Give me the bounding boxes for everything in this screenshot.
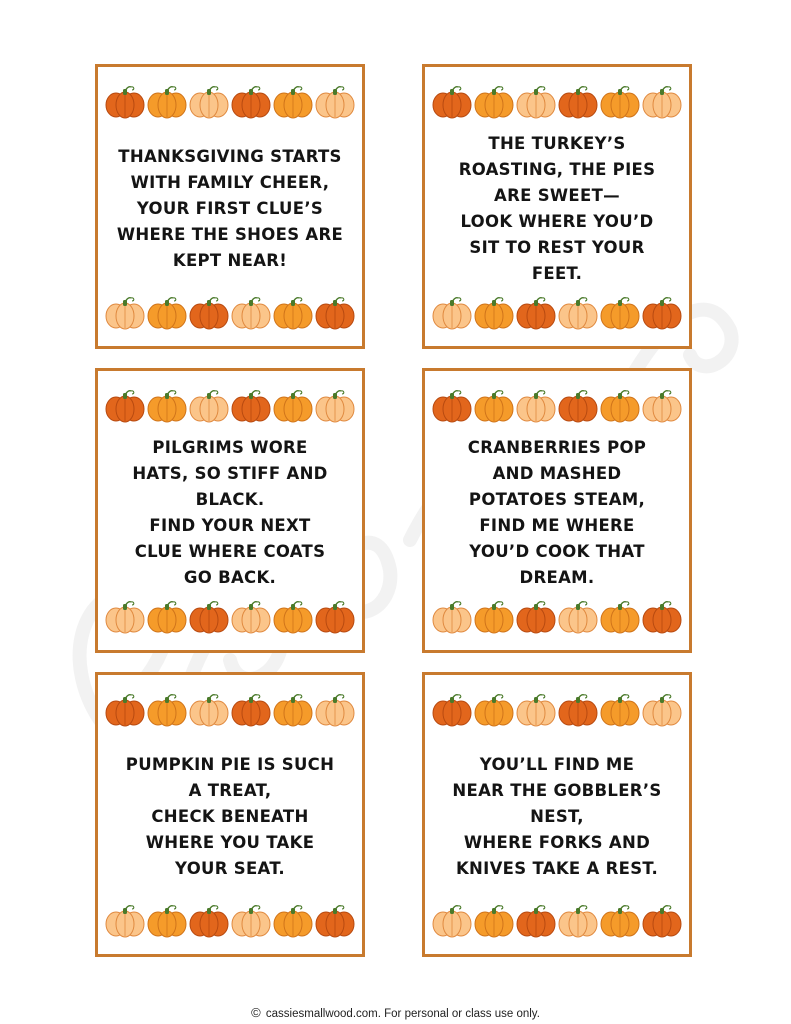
pumpkin-icon [314, 691, 356, 729]
pumpkin-icon [557, 598, 599, 636]
pumpkin-border-top [104, 387, 356, 425]
pumpkin-icon [431, 598, 473, 636]
pumpkin-icon [515, 902, 557, 940]
pumpkin-icon [188, 387, 230, 425]
pumpkin-border-bottom [431, 902, 683, 940]
pumpkin-icon [230, 387, 272, 425]
pumpkin-border-bottom [104, 294, 356, 332]
clue-card-3 [95, 368, 365, 653]
pumpkin-icon [188, 598, 230, 636]
pumpkin-icon [515, 691, 557, 729]
pumpkin-icon [314, 598, 356, 636]
pumpkin-icon [146, 691, 188, 729]
pumpkin-icon [431, 83, 473, 121]
pumpkin-icon [188, 691, 230, 729]
pumpkin-icon [314, 294, 356, 332]
pumpkin-icon [557, 691, 599, 729]
clue-card-6 [422, 672, 692, 957]
pumpkin-icon [515, 83, 557, 121]
pumpkin-icon [188, 83, 230, 121]
pumpkin-icon [515, 387, 557, 425]
pumpkin-icon [641, 902, 683, 940]
pumpkin-icon [641, 83, 683, 121]
pumpkin-icon [431, 387, 473, 425]
pumpkin-icon [641, 294, 683, 332]
pumpkin-icon [104, 691, 146, 729]
pumpkin-icon [431, 294, 473, 332]
pumpkin-icon [557, 902, 599, 940]
clue-text: THANKSGIVING STARTS WITH FAMILY CHEER, YOUR FIRST CLUE’S WHERE THE SHOES ARE KEPT NEAR! [116, 146, 344, 270]
footer-text: cassiesmallwood.com. For personal or class use only. [265, 1008, 540, 1020]
pumpkin-icon [557, 294, 599, 332]
pumpkin-icon [230, 902, 272, 940]
clue-text: YOU’LL FIND ME NEAR THE GOBBLER’S NEST, WHERE FORKS AND KNIVES TAKE A REST. [452, 754, 662, 878]
pumpkin-icon [599, 691, 641, 729]
pumpkin-icon [515, 294, 557, 332]
pumpkin-icon [146, 83, 188, 121]
pumpkin-icon [473, 902, 515, 940]
pumpkin-icon [272, 83, 314, 121]
pumpkin-icon [272, 294, 314, 332]
pumpkin-icon [272, 598, 314, 636]
pumpkin-border-bottom [104, 902, 356, 940]
pumpkin-icon [104, 902, 146, 940]
pumpkin-icon [104, 83, 146, 121]
pumpkin-icon [146, 902, 188, 940]
pumpkin-icon [599, 294, 641, 332]
pumpkin-icon [473, 691, 515, 729]
clue-text: PUMPKIN PIE IS SUCH A TREAT, CHECK BENEATH WHERE YOU TAKE YOUR SEAT. [125, 754, 335, 878]
pumpkin-icon [641, 691, 683, 729]
pumpkin-icon [515, 598, 557, 636]
clue-text: THE TURKEY’S ROASTING, THE PIES ARE SWEET— LOOK WHERE YOU’D SIT TO REST YOUR FEET. [458, 133, 656, 283]
pumpkin-border-bottom [431, 294, 683, 332]
pumpkin-icon [146, 294, 188, 332]
pumpkin-icon [230, 294, 272, 332]
pumpkin-icon [557, 387, 599, 425]
pumpkin-icon [230, 83, 272, 121]
pumpkin-border-top [431, 83, 683, 121]
pumpkin-icon [146, 598, 188, 636]
pumpkin-icon [146, 387, 188, 425]
pumpkin-icon [473, 598, 515, 636]
pumpkin-icon [272, 691, 314, 729]
pumpkin-icon [314, 83, 356, 121]
pumpkin-border-top [431, 691, 683, 729]
pumpkin-icon [104, 598, 146, 636]
clue-card-2 [422, 64, 692, 349]
pumpkin-icon [104, 294, 146, 332]
pumpkin-icon [188, 902, 230, 940]
pumpkin-icon [230, 598, 272, 636]
clue-text: PILGRIMS WORE HATS, SO STIFF AND BLACK. FIND YOUR NEXT CLUE WHERE COATS GO BACK. [132, 437, 328, 587]
pumpkin-icon [104, 387, 146, 425]
pumpkin-icon [641, 387, 683, 425]
pumpkin-icon [272, 387, 314, 425]
pumpkin-icon [641, 598, 683, 636]
pumpkin-icon [473, 387, 515, 425]
pumpkin-icon [272, 902, 314, 940]
pumpkin-icon [599, 387, 641, 425]
pumpkin-icon [314, 387, 356, 425]
clue-card-4 [422, 368, 692, 653]
pumpkin-icon [599, 598, 641, 636]
pumpkin-icon [599, 83, 641, 121]
pumpkin-icon [473, 294, 515, 332]
pumpkin-icon [431, 691, 473, 729]
clue-card-1 [95, 64, 365, 349]
clue-text: CRANBERRIES POP AND MASHED POTATOES STEAM, FIND ME WHERE YOU’D COOK THAT DREAM. [467, 437, 647, 587]
pumpkin-icon [599, 902, 641, 940]
pumpkin-icon [314, 902, 356, 940]
pumpkin-icon [230, 691, 272, 729]
pumpkin-icon [473, 83, 515, 121]
pumpkin-icon [431, 902, 473, 940]
pumpkin-border-top [431, 387, 683, 425]
pumpkin-icon [188, 294, 230, 332]
pumpkin-border-bottom [431, 598, 683, 636]
copyright-symbol: © [251, 1005, 261, 1020]
footer-credit [0, 1005, 791, 1020]
pumpkin-icon [557, 83, 599, 121]
clue-card-5 [95, 672, 365, 957]
pumpkin-border-top [104, 691, 356, 729]
pumpkin-border-bottom [104, 598, 356, 636]
pumpkin-border-top [104, 83, 356, 121]
